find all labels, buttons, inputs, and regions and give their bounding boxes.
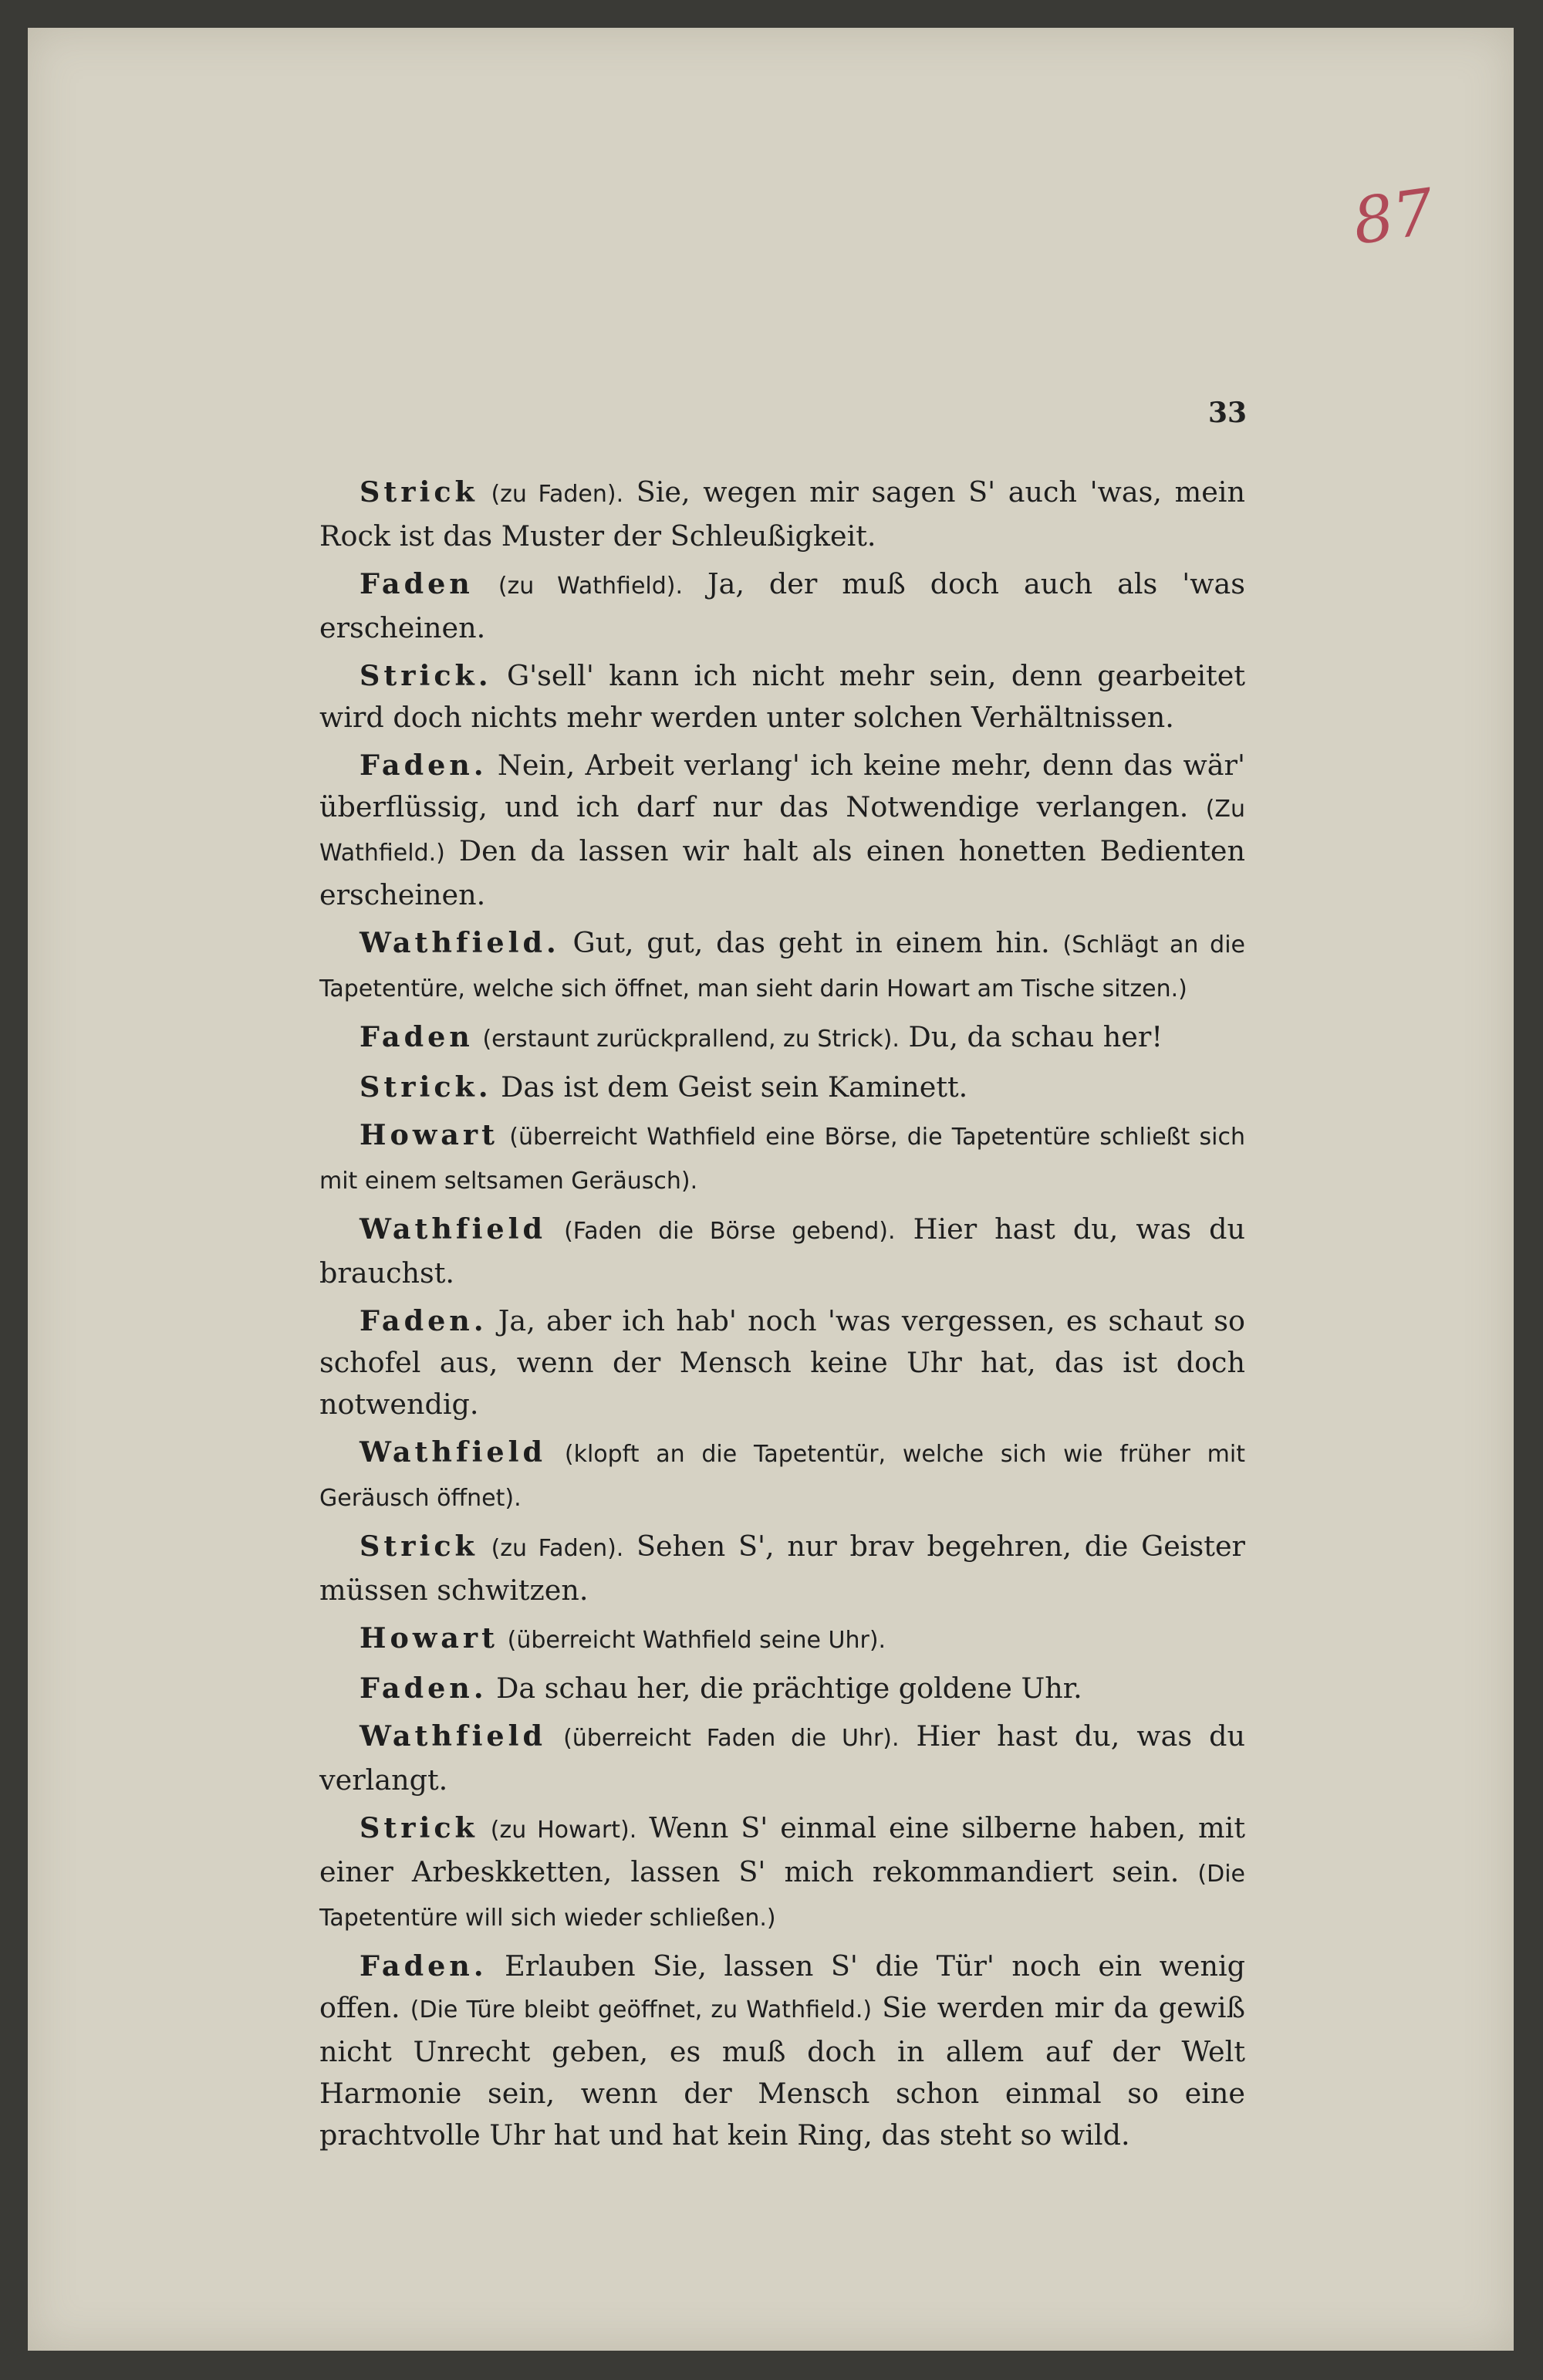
stage-direction: (Zu Wathfield.) xyxy=(319,796,1245,867)
stage-direction: (überreicht Wathfield seine Uhr). xyxy=(507,1627,886,1654)
dialogue-paragraph xyxy=(319,1432,1245,1520)
dialogue-paragraph xyxy=(319,1526,1245,1611)
spoken-text: G'sell' kann ich nicht mehr sein, denn gearbeitet wird doch nichts mehr werden unter solchen Verhältnissen. xyxy=(319,659,1245,734)
spoken-text: Erlauben Sie, lassen S' die Tür' noch ein wenig offen. xyxy=(319,1949,1246,2024)
page-sheet xyxy=(28,28,1514,2351)
dialogue-paragraph xyxy=(319,563,1245,649)
dialogue-paragraph xyxy=(319,745,1245,916)
dialogue-paragraph xyxy=(319,1300,1245,1425)
dialogue-paragraph xyxy=(319,1618,1245,1662)
stage-direction: (Schlägt an die Tapetentüre, welche sich öffnet, man sieht darin Howart am Tische sitzen.) xyxy=(319,931,1245,1002)
dialogue-paragraph xyxy=(319,1209,1245,1294)
stage-direction: (überreicht Wathfield eine Börse, die Tapetentüre schließt sich mit einem seltsamen Geräusch). xyxy=(319,1124,1246,1195)
dialogue-paragraph xyxy=(319,655,1245,739)
spoken-text: Gut, gut, das geht in einem hin. xyxy=(572,926,1050,959)
dialogue-paragraph xyxy=(319,1016,1245,1060)
spoken-text: Sie, wegen mir sagen S' auch 'was, mein Rock ist das Muster der Schleußigkeit. xyxy=(319,475,1245,553)
dialogue-paragraph xyxy=(319,1807,1245,1939)
dialogue-paragraph xyxy=(319,1946,1245,2156)
play-text xyxy=(319,472,1245,2162)
handwritten-page-number: 87 xyxy=(1348,175,1439,259)
speaker-name: Faden. xyxy=(360,1949,488,1983)
dialogue-paragraph xyxy=(319,1716,1245,1801)
speaker-name: Faden xyxy=(360,1020,474,1053)
speaker-name: Strick xyxy=(360,1811,478,1844)
spoken-text: Du, da schau her! xyxy=(908,1020,1163,1053)
stage-direction: (zu Howart). xyxy=(490,1817,637,1844)
spoken-text: Hier hast du, was du brauchst. xyxy=(319,1212,1245,1290)
spoken-text: Den da lassen wir halt als einen honetten Bedienten erscheinen. xyxy=(319,834,1246,911)
spoken-text: Wenn S' einmal eine silberne haben, mit einer Arbeskketten, lassen S' mich rekommandiert sein. xyxy=(319,1811,1245,1888)
stage-direction: (erstaunt zurückprallend, zu Strick). xyxy=(482,1026,900,1053)
speaker-name: Wathfield xyxy=(360,1435,547,1469)
stage-direction: (Die Tapetentüre will sich wieder schließen.) xyxy=(319,1861,1245,1932)
spoken-text: Hier hast du, was du verlangt. xyxy=(319,1719,1245,1797)
speaker-name: Wathfield xyxy=(360,1719,547,1753)
stage-direction: (Die Türe bleibt geöffnet, zu Wathfield.) xyxy=(410,1996,873,2023)
spoken-text: Das ist dem Geist sein Kaminett. xyxy=(501,1070,968,1104)
spoken-text: Ja, der muß doch auch als 'was erscheinen. xyxy=(319,567,1245,644)
speaker-name: Strick. xyxy=(360,659,492,692)
spoken-text: Nein, Arbeit verlang' ich keine mehr, denn das wär' überflüssig, und ich darf nur das Notwendige verlangen. xyxy=(319,749,1245,823)
spoken-text: Sehen S', nur brav begehren, die Geister müssen schwitzen. xyxy=(319,1530,1245,1607)
spoken-text: Ja, aber ich hab' noch 'was vergessen, es schaut so schofel aus, wenn der Mensch keine Uhr hat, das ist doch notwendig. xyxy=(319,1304,1245,1421)
stage-direction: (überreicht Faden die Uhr). xyxy=(563,1725,900,1752)
speaker-name: Faden. xyxy=(360,749,488,782)
speaker-name: Howart xyxy=(360,1621,498,1655)
page-number: 33 xyxy=(1208,397,1248,429)
stage-direction: (zu Wathfield). xyxy=(498,573,684,600)
spoken-text: Da schau her, die prächtige goldene Uhr. xyxy=(496,1672,1082,1705)
speaker-name: Faden. xyxy=(360,1304,488,1337)
dialogue-paragraph xyxy=(319,1067,1245,1108)
dialogue-paragraph xyxy=(319,922,1245,1010)
speaker-name: Strick xyxy=(360,1530,478,1563)
speaker-name: Faden xyxy=(360,567,474,600)
dialogue-paragraph xyxy=(319,1114,1245,1202)
speaker-name: Strick xyxy=(360,475,478,509)
speaker-name: Howart xyxy=(360,1118,498,1151)
dialogue-paragraph xyxy=(319,1668,1245,1709)
speaker-name: Wathfield. xyxy=(360,926,560,959)
stage-direction: (zu Faden). xyxy=(491,1535,624,1562)
dialogue-paragraph xyxy=(319,472,1245,557)
speaker-name: Wathfield xyxy=(360,1212,547,1246)
stage-direction: (klopft an die Tapetentür, welche sich wie früher mit Geräusch öffnet). xyxy=(319,1441,1245,1512)
spoken-text: Sie werden mir da gewiß nicht Unrecht geben, es muß doch in allem auf der Welt Harmonie sein, wenn der Mensch schon einmal so eine prachtvolle Uhr hat und hat kein Ring, das steht so wild. xyxy=(319,1991,1245,2152)
stage-direction: (Faden die Börse gebend). xyxy=(564,1218,896,1245)
speaker-name: Faden. xyxy=(360,1672,488,1705)
stage-direction: (zu Faden). xyxy=(491,481,624,508)
speaker-name: Strick. xyxy=(360,1070,492,1104)
